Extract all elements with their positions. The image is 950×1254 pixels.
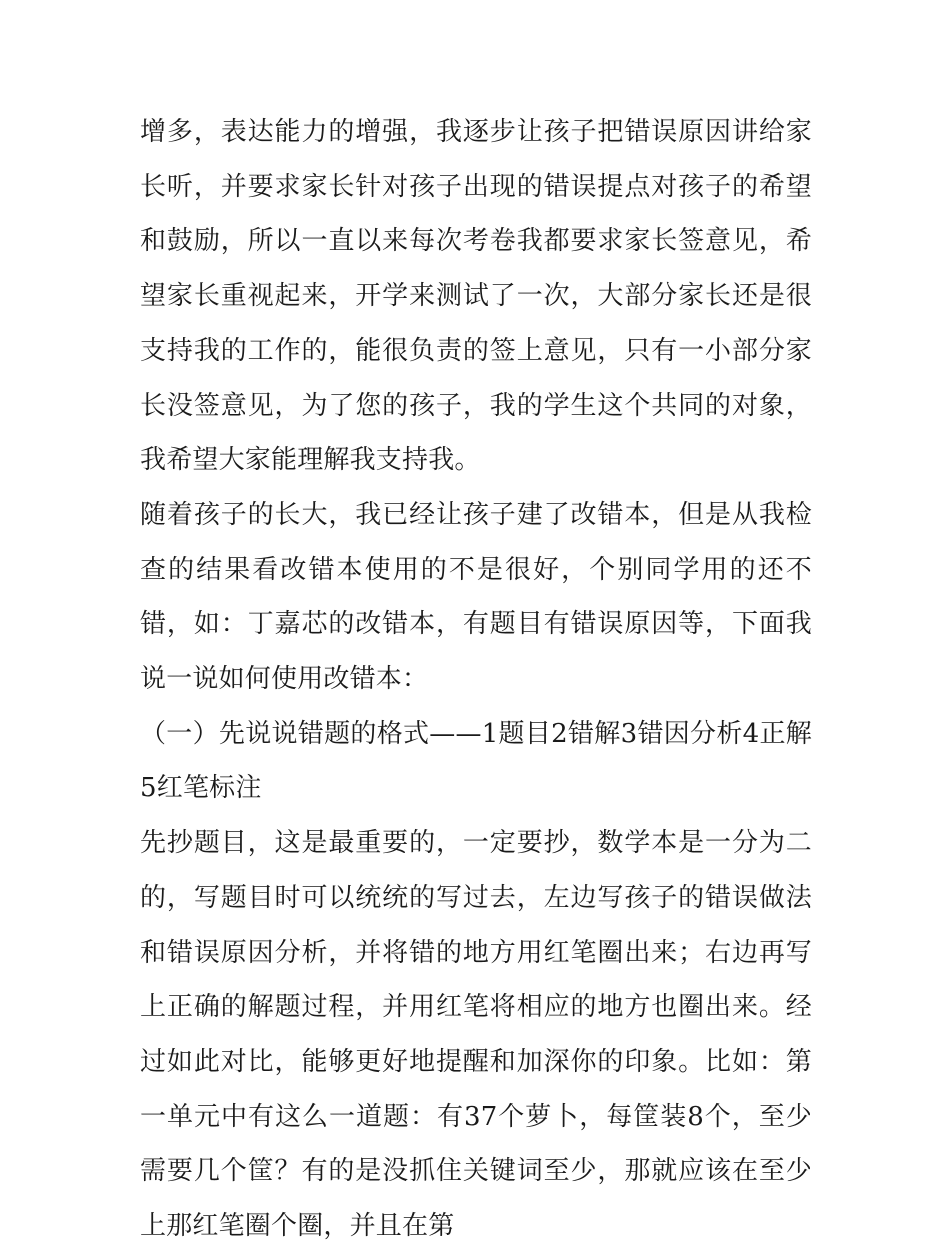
paragraph-copy-problem: 先抄题目，这是最重要的，一定要抄，数学本是一分为二的，写题目时可以统统的写过去，左边写孩子的错误做法和错误原因分析，并将错的地方用红笔圈出来；右边再写上正确的解题过程，并用红笔将相应的地方也圈出来。经过如此对比，能够更好地提醒和加深你的印象。比如：第一单元中有这么一道题：有37个萝卜，每筐装8个，至少需要几个筐？有的是没抓住关键词至少，那就应该在至少上那红笔圈个圈，并且在第 [140,828,812,1242]
paragraph-error-notebook: 随着孩子的长大，我已经让孩子建了改错本，但是从我检查的结果看改错本使用的不是很好，个别同学用的还不错，如：丁嘉芯的改错本，有题目有错误原因等，下面我说一说如何使用改错本： [140,499,812,695]
document-body [140,105,812,1254]
paragraph-parent-feedback: 增多，表达能力的增强，我逐步让孩子把错误原因讲给家长听，并要求家长针对孩子出现的错误提点对孩子的希望和鼓励，所以一直以来每次考卷我都要求家长签意见，希望家长重视起来，开学来测试了一次，大部分家长还是很支持我的工作的，能很负责的签上意见，只有一小部分家长没签意见，为了您的孩子，我的学生这个共同的对象，我希望大家能理解我支持我。 [140,117,812,476]
paragraph-format-heading: （一）先说说错题的格式——1题目2错解3错因分析4正解5红笔标注 [140,718,812,804]
